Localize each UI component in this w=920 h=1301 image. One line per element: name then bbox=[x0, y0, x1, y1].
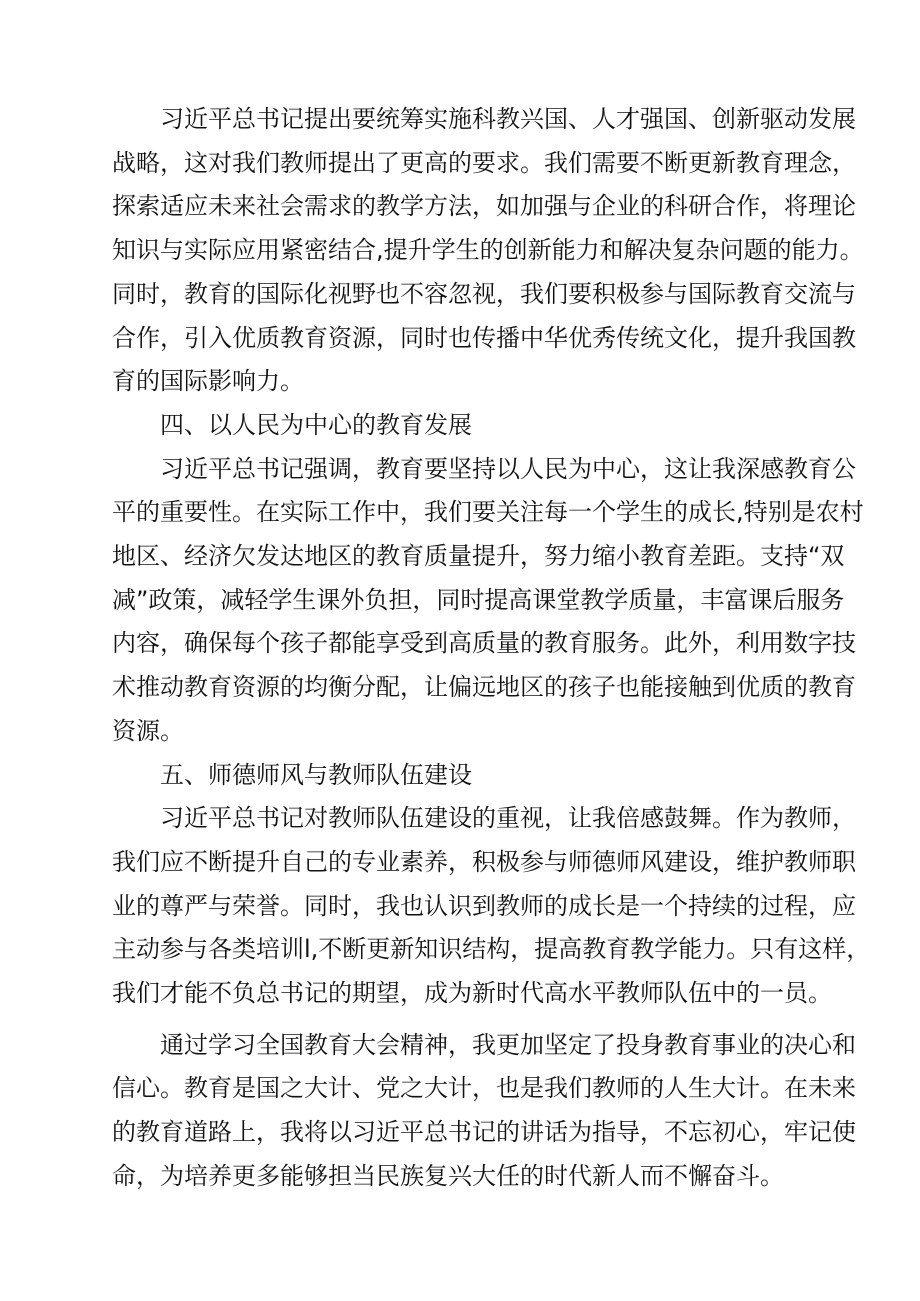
text-line: 合作，引入优质教育资源，同时也传播中华优秀传统文化，提升我国教 bbox=[112, 323, 856, 352]
text-line: 习近平总书记对教师队伍建设的重视，让我倍感鼓舞。作为教师， bbox=[160, 804, 856, 833]
text-line: 减”政策，减轻学生课外负担，同时提高课堂教学质量，丰富课后服务 bbox=[112, 585, 845, 614]
text-line: 同时，教育的国际化视野也不容忽视，我们要积极参与国际教育交流与 bbox=[112, 279, 856, 308]
text-line: 主动参与各类培训l,不断更新知识结构，提高教育教学能力。只有这样， bbox=[112, 935, 871, 964]
text-line: 的教育道路上，我将以习近平总书记的讲话为指导，不忘初心，牢记使 bbox=[112, 1118, 856, 1147]
text-line: 命，为培养更多能够担当民族复兴大任的时代新人而不懈奋斗。 bbox=[112, 1161, 784, 1190]
text-line: 我们应不断提升自己的专业素养，积极参与师德师风建设，维护教师职 bbox=[112, 847, 856, 876]
paragraph-conclusion bbox=[112, 1024, 856, 1199]
text-line: 探索适应未来社会需求的教学方法，如加强与企业的科研合作，将理论 bbox=[112, 192, 856, 221]
text-line: 业的尊严与荣誉。同时，我也认识到教师的成长是一个持续的过程，应 bbox=[112, 891, 856, 920]
text-line: 信心。教育是国之大计、党之大计，也是我们教师的人生大计。在未来 bbox=[112, 1074, 856, 1103]
text-line: 地区、经济欠发达地区的教育质量提升，努力缩小教育差距。支持“双 bbox=[112, 542, 845, 571]
text-line: 术推动教育资源的均衡分配，让偏远地区的孩子也能接触到优质的教育 bbox=[112, 673, 856, 702]
text-line: 通过学习全国教育大会精神，我更加坚定了投身教育事业的决心和 bbox=[160, 1030, 856, 1059]
text-line: 习近平总书记提出要统筹实施科教兴国、人才强国、创新驱动发展 bbox=[160, 105, 856, 133]
text-line: 知识与实际应用紧密结合,提升学生的创新能力和解决复杂问题的能力。 bbox=[112, 236, 864, 265]
text-line: 育的国际影响力。 bbox=[112, 367, 304, 396]
paragraph-education-strategy bbox=[112, 98, 864, 404]
text-line: 内容，确保每个孩子都能享受到高质量的教育服务。此外，利用数字技 bbox=[112, 629, 856, 658]
paragraph-people-centered bbox=[112, 448, 864, 754]
section-heading-5: 五、师德师风与教师队伍建设 bbox=[160, 760, 472, 789]
text-line: 战略，这对我们教师提出了更高的要求。我们需要不断更新教育理念， bbox=[112, 148, 856, 177]
document-body bbox=[112, 98, 871, 1199]
paragraph-teacher-team bbox=[112, 797, 871, 1016]
text-line: 平的重要性。在实际工作中，我们要关注每一个学生的成长,特别是农村 bbox=[112, 498, 864, 527]
section-heading-4: 四、以人民为中心的教育发展 bbox=[160, 410, 472, 439]
text-line: 资源。 bbox=[112, 716, 184, 745]
text-line: 习近平总书记强调，教育要坚持以人民为中心，这让我深感教育公 bbox=[160, 454, 856, 483]
text-line: 我们才能不负总书记的期望，成为新时代高水平教师队伍中的一员。 bbox=[112, 979, 832, 1008]
